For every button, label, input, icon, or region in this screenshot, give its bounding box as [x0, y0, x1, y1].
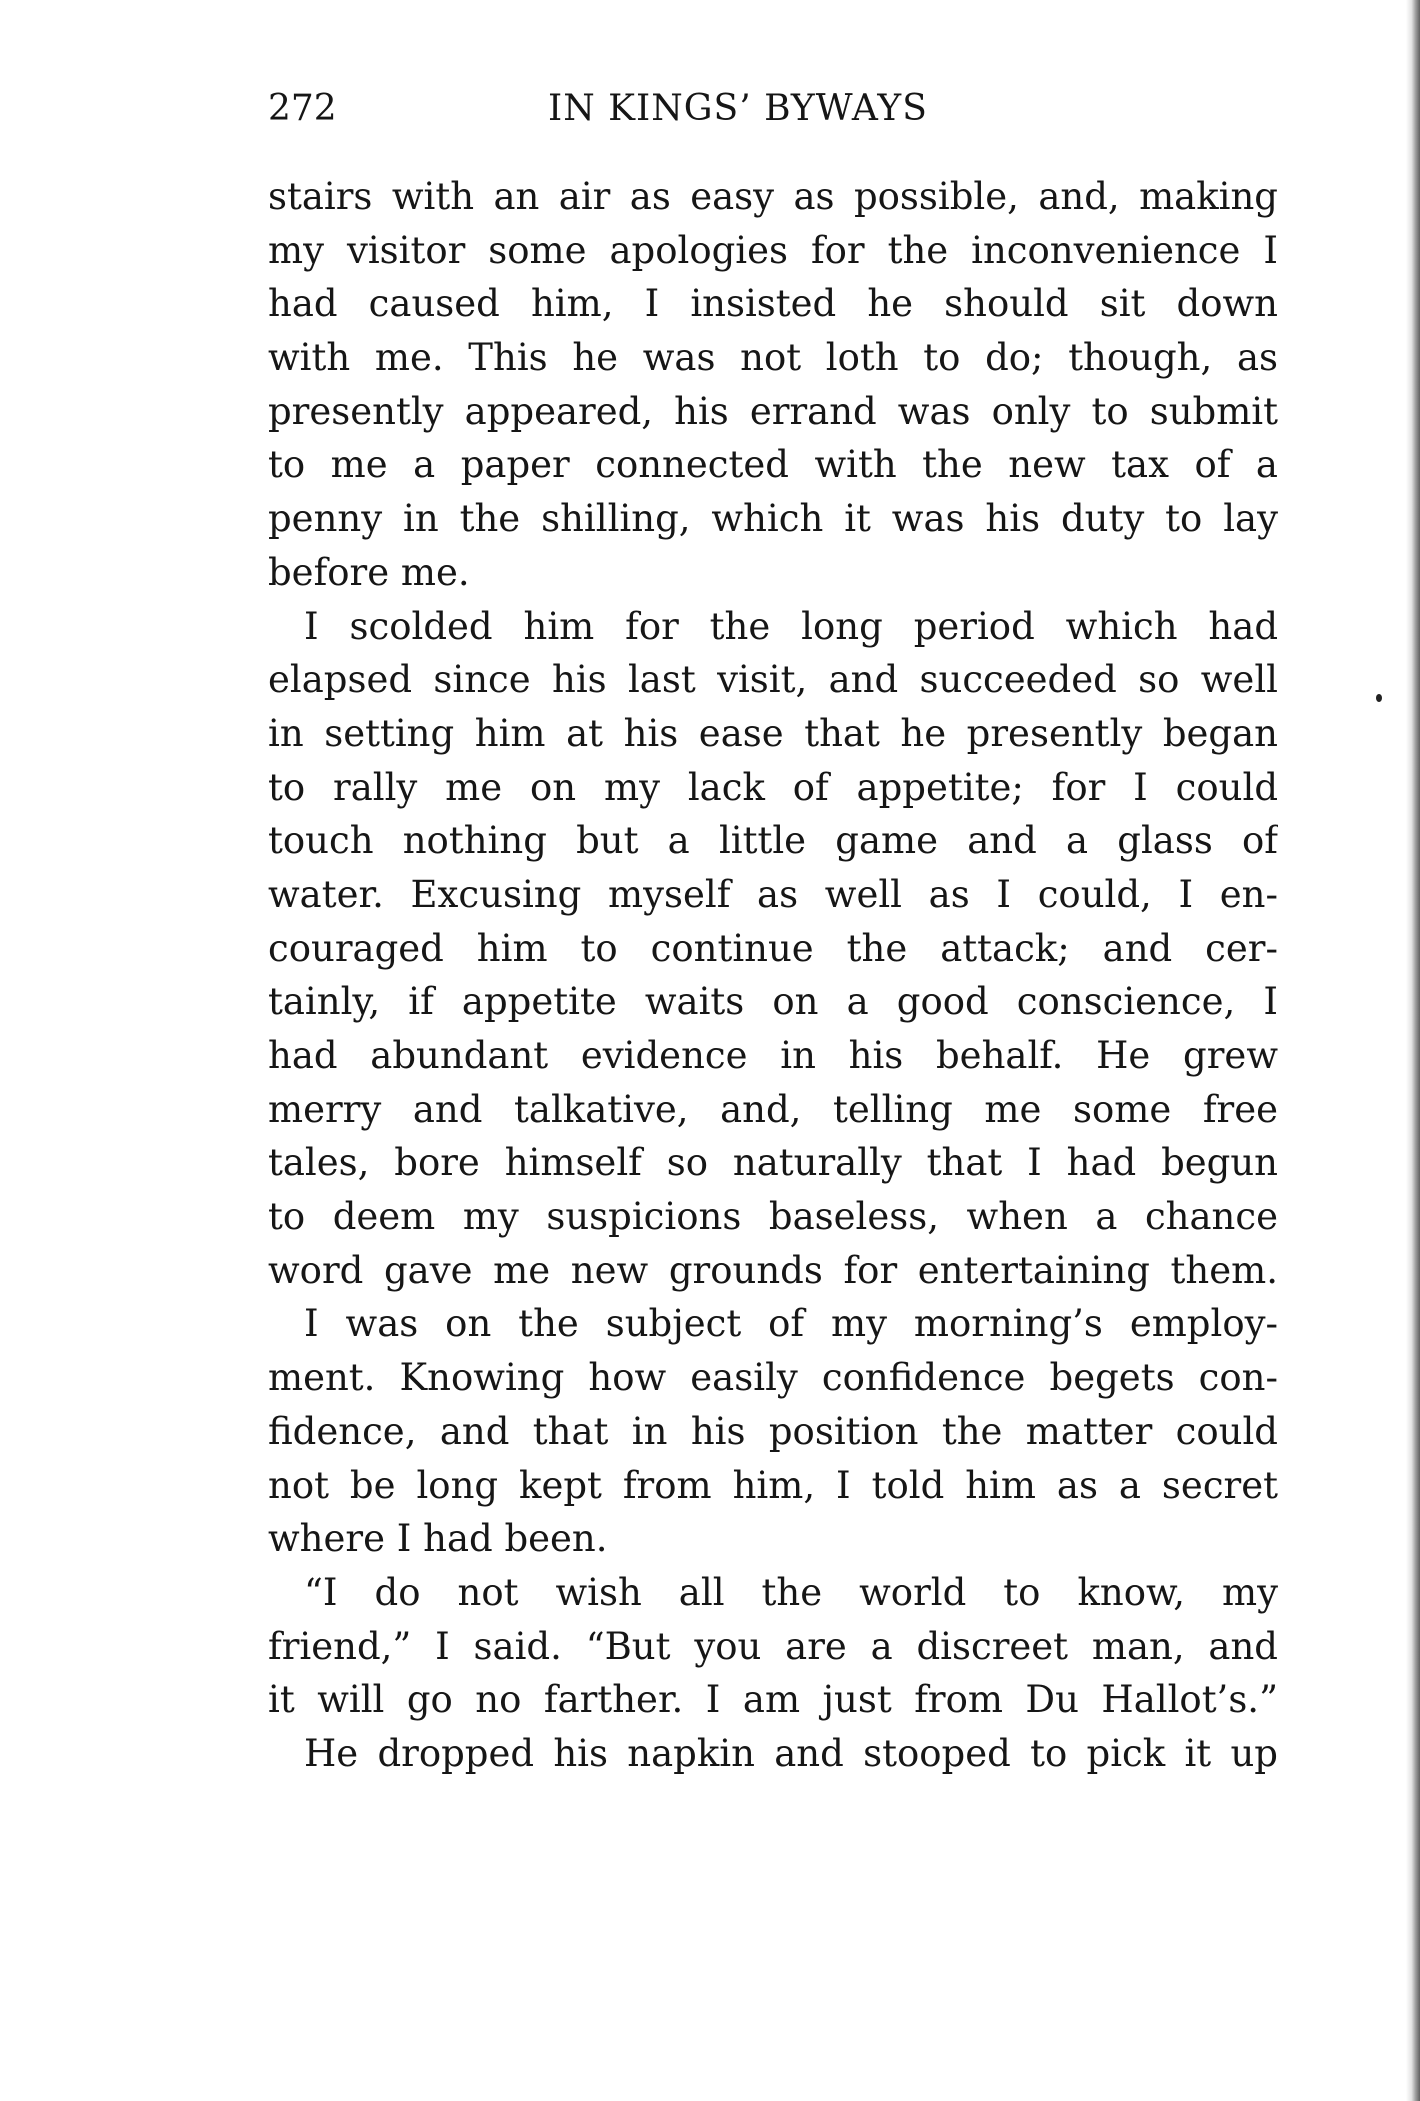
page-binding-shadow: [1406, 0, 1420, 2101]
text-line: penny in the shilling, which it was his duty to lay: [268, 497, 1278, 541]
text-line: in setting him at his ease that he presently began: [268, 711, 1278, 755]
text-line: friend,” I said. “But you are a discreet man, and: [268, 1624, 1278, 1668]
paragraph-first-line: He dropped his napkin and stooped to pick it up: [304, 1731, 1278, 1775]
text-line: my visitor some apologies for the inconvenience I: [268, 228, 1278, 272]
text-line: to me a paper connected with the new tax of a: [268, 443, 1278, 487]
text-line: elapsed since his last visit, and succeeded so well: [268, 658, 1278, 702]
text-line: had abundant evidence in his behalf. He grew: [268, 1034, 1278, 1077]
paragraph-first-line: I was on the subject of my morning’s employ-: [304, 1302, 1278, 1346]
text-line: fidence, and that in his position the matter could: [268, 1409, 1278, 1453]
paragraph-end-line: word gave me new grounds for entertaining them.: [268, 1248, 1278, 1292]
text-line: merry and talkative, and, telling me some free: [268, 1087, 1278, 1131]
text-line: couraged him to continue the attack; and cer-: [268, 926, 1278, 970]
text-line: touch nothing but a little game and a glass of: [268, 819, 1278, 863]
text-line: to rally me on my lack of appetite; for I could: [268, 765, 1278, 809]
page-number: 272: [268, 88, 337, 129]
text-line: stairs with an air as easy as possible, and, making: [268, 175, 1278, 218]
paragraph-end-line: before me.: [268, 550, 470, 594]
paragraph-end-line: where I had been.: [268, 1517, 608, 1561]
text-line: presently appeared, his errand was only to submit: [268, 389, 1278, 433]
paragraph-end-line: it will go no farther. I am just from Du Hallot’s.”: [268, 1678, 1278, 1722]
text-line: tales, bore himself so naturally that I had begun: [268, 1141, 1278, 1185]
body-text: [268, 170, 1278, 1781]
text-line: not be long kept from him, I told him as a secret: [268, 1463, 1278, 1507]
text-line: water. Excusing myself as well as I could, I en-: [268, 872, 1278, 916]
paragraph-first-line: “I do not wish all the world to know, my: [304, 1570, 1278, 1614]
running-title: IN KINGS’ BYWAYS: [548, 88, 928, 129]
text-line: tainly, if appetite waits on a good conscience, I: [268, 980, 1278, 1024]
ink-speck: [1376, 694, 1382, 702]
text-line: with me. This he was not loth to do; though, as: [268, 336, 1278, 380]
text-line: to deem my suspicions baseless, when a chance: [268, 1195, 1278, 1239]
paragraph-first-line: I scolded him for the long period which had: [304, 604, 1278, 648]
text-line: had caused him, I insisted he should sit down: [268, 282, 1278, 326]
text-line: ment. Knowing how easily confidence begets con-: [268, 1356, 1278, 1400]
running-head: [268, 84, 1278, 134]
